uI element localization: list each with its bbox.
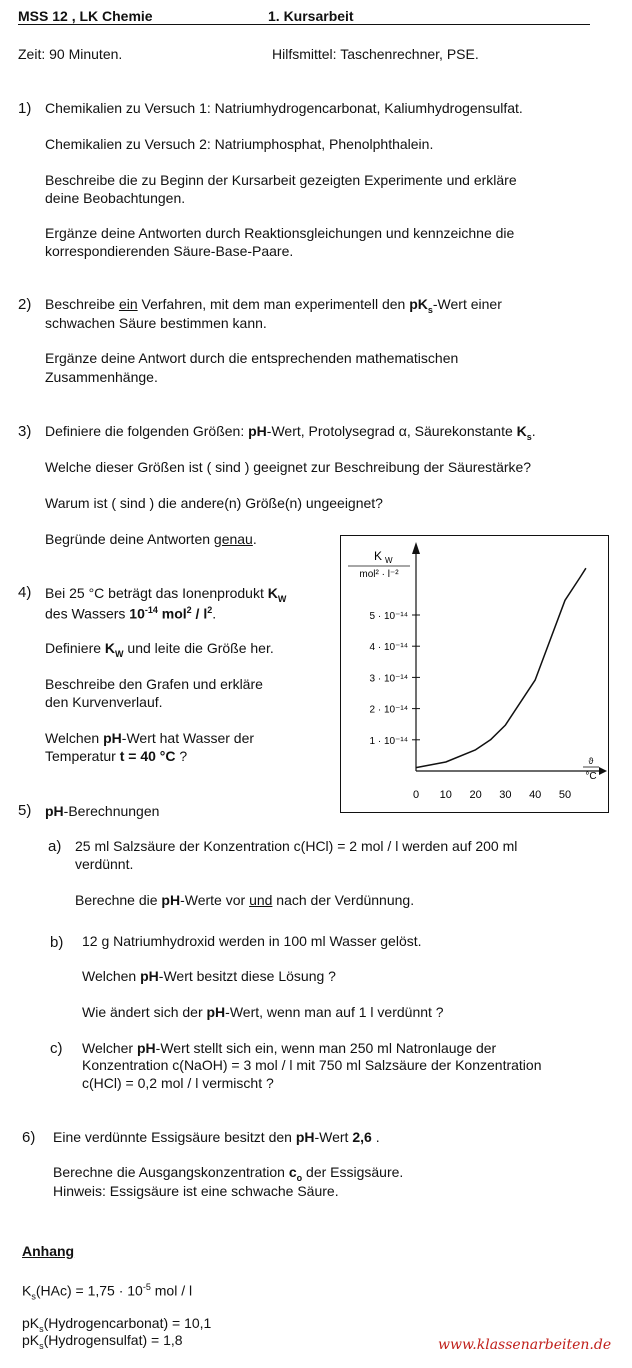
x-tick-label: 40 [529,789,542,801]
task-6-line-1: Eine verdünnte Essigsäure besitzt den pH-Wert 2,6 . [53,1129,380,1145]
time-info: Zeit: 90 Minuten. [18,46,123,62]
task-3-number: 3) [18,423,32,440]
y-axis-arrow [412,542,420,554]
kw-curve [416,568,586,767]
x-tick-label: 30 [499,789,512,801]
task-2-line-3: Ergänze deine Antwort durch die entsprechenden mathematischen [45,350,459,366]
header-rule [18,24,590,25]
x-axis-arrow [599,767,607,775]
task-5a-label: a) [48,838,62,855]
y-axis-label-numerator: K [373,549,383,563]
x-tick-label: 10 [439,789,452,801]
x-tick-label: 20 [469,789,482,801]
task-4-line-5: den Kurvenverlauf. [45,694,163,710]
y-tick-label: 3 · 10⁻¹⁴ [369,673,408,685]
task-3-line-3: Warum ist ( sind ) die andere(n) Größe(n) ungeeignet? [45,495,383,511]
task-5c-label: c) [50,1040,63,1057]
task-2-line-1: Beschreibe ein Verfahren, mit dem man experimentell den $pK_s$-Wert einer [45,296,502,315]
task-4-line-2: des Wassers $10^{-14}$ $mol^2 / l^2$. [45,605,217,622]
task-5b-line-2: Welchen pH-Wert besitzt diese Lösung ? [82,968,336,984]
x-axis-label-numerator: ϑ [588,756,594,766]
task-5a-line-1: 25 ml Salzsäure der Konzentration c(HCl) = 2 mol / l werden auf 200 ml [75,838,518,854]
appendix-ks-hac: $K_s(HAc) = 1,75 \cdot 10^{-5}$ mol / l [22,1282,193,1302]
y-axis-label-numerator-sub: W [385,556,393,565]
task-3-line-2: Welche dieser Größen ist ( sind ) geeignet zur Beschreibung der Säurestärke? [45,459,532,475]
task-2-line-2: schwachen Säure bestimmen kann. [45,315,267,331]
exam-title: 1. Kursarbeit [268,8,354,24]
y-tick-label: 4 · 10⁻¹⁴ [369,642,408,654]
appendix-pks-hydrogencarbonat: $pK_s(Hydrogencarbonat) = 10,1$ [22,1315,212,1334]
task-1-number: 1) [18,100,32,117]
task-5c-line-3: c(HCl) = 0,2 mol / l vermischt ? [82,1075,274,1091]
appendix-pks-hydrogensulfat: $pK_s(Hydrogensulfat) = 1,8$ [22,1332,183,1351]
task-1-line-6: korrespondierenden Säure-Base-Paare. [45,243,294,259]
kw-temperature-chart [340,535,609,813]
task-4-line-6: Welchen pH-Wert hat Wasser der [45,730,255,746]
y-tick-label: 1 · 10⁻¹⁴ [369,735,408,747]
y-tick-label: 2 · 10⁻¹⁴ [369,704,408,716]
task-5a-line-3: Berechne die pH-Werte vor und nach der Verdünnung. [75,892,415,908]
task-4-line-3: Definiere $K_W$ und leite die Größe her. [45,640,274,659]
task-5b-line-1: 12 g Natriumhydroxid werden in 100 ml Wasser gelöst. [82,933,422,949]
task-4-line-7: Temperatur t = 40 °C ? [45,748,188,764]
task-1-line-5: Ergänze deine Antworten durch Reaktionsgleichungen und kennzeichne die [45,225,515,241]
task-4-number: 4) [18,584,32,601]
task-3-line-4: Begründe deine Antworten genau. [45,531,257,547]
task-1-line-1: Chemikalien zu Versuch 1: Natriumhydrogencarbonat, Kaliumhydrogensulfat. [45,100,523,116]
course-heading: MSS 12 , LK Chemie [18,8,153,24]
aids-info: Hilfsmittel: Taschenrechner, PSE. [272,46,479,62]
task-1-line-3: Beschreibe die zu Beginn der Kursarbeit gezeigten Experimente und erkläre [45,172,517,188]
task-5-title: pH-Berechnungen [45,803,160,819]
x-tick-label: 50 [558,789,572,801]
task-5b-line-3: Wie ändert sich der pH-Wert, wenn man auf 1 l verdünnt ? [82,1004,444,1020]
y-tick-label: 5 · 10⁻¹⁴ [369,611,408,622]
task-2-line-4: Zusammenhänge. [45,369,158,385]
task-5c-line-1: Welcher pH-Wert stellt sich ein, wenn man 250 ml Natronlauge der [82,1040,497,1056]
task-6-line-2: Berechne die Ausgangskonzentration $c_o$ der Essigsäure. [53,1164,404,1183]
kw-chart-svg [341,536,608,812]
x-tick-label: 0 [412,789,420,801]
task-1-line-4: deine Beobachtungen. [45,190,186,206]
task-4-line-1: Bei 25 °C beträgt das Ionenprodukt $K_W$ [45,585,287,604]
task-5a-line-2: verdünnt. [75,856,134,872]
task-4-line-4: Beschreibe den Grafen und erkläre [45,676,263,692]
task-6-number: 6) [22,1129,36,1146]
task-2-number: 2) [18,296,32,313]
appendix-title: Anhang [22,1243,75,1259]
task-6-line-3: Hinweis: Essigsäure ist eine schwache Säure. [53,1183,339,1199]
task-1-line-2: Chemikalien zu Versuch 2: Natriumphosphat, Phenolphthalein. [45,136,434,152]
task-5-number: 5) [18,802,32,819]
y-axis-label-denominator: mol² · l⁻² [359,569,399,580]
task-3-line-1: Definiere die folgenden Größen: pH-Wert, Protolysegrad α, Säurekonstante $K_s$. [45,423,536,442]
watermark-url: www.klassenarbeiten.de [438,1337,612,1353]
task-5c-line-2: Konzentration c(NaOH) = 3 mol / l mit 750 ml Salzsäure der Konzentration [82,1057,542,1073]
x-axis-label-denominator: °C [585,771,597,782]
task-5b-label: b) [50,934,64,951]
